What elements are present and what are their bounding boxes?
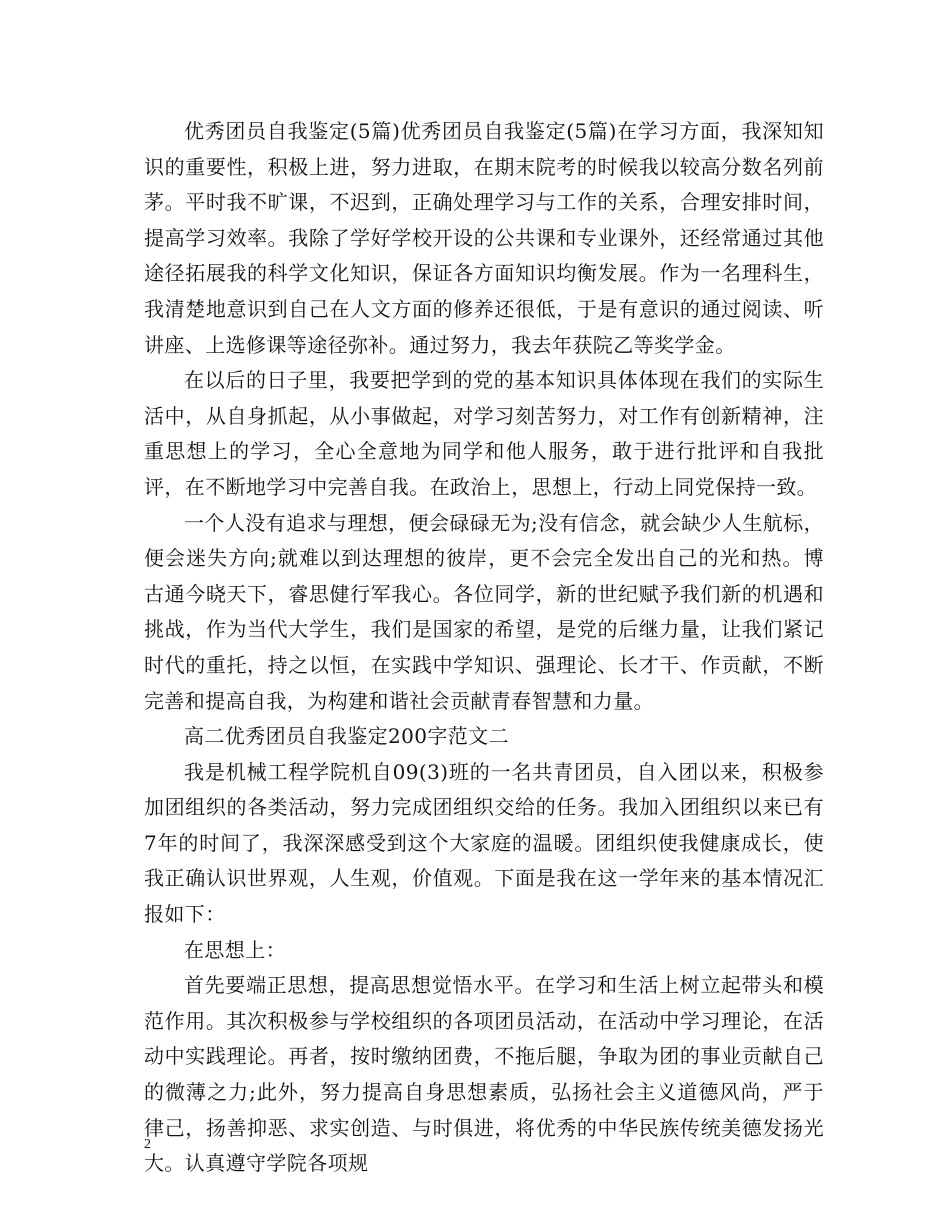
- paragraph-future-days: 在以后的日子里，我要把学到的党的基本知识具体体现在我们的实际生活中，从自身抓起，从小事做起，对学习刻苦努力，对工作有创新精神，注重思想上的学习，全心全意地为同学和他人服务，敢于进行批评和自我批评，在不断地学习中完善自我。在政治上，思想上，行动上同党保持一致。: [144, 368, 824, 499]
- document-body: [144, 114, 824, 1182]
- section-heading: 高二优秀团员自我鉴定200字范文二: [184, 724, 509, 749]
- subheading-ideology: 在思想上：: [184, 937, 286, 962]
- page-number: 2: [144, 1137, 151, 1152]
- paragraph-academic-study: 优秀团员自我鉴定(5篇)优秀团员自我鉴定(5篇)在学习方面，我深知知识的重要性，积极上进，努力进取，在期末院考的时候我以较高分数名列前茅。平时我不旷课，不迟到，正确处理学习与工作的关系，合理安排时间，提高学习效率。我除了学好学校开设的公共课和专业课外，还经常通过其他途径拓展我的科学文化知识，保证各方面知识均衡发展。作为一名理科生，我清楚地意识到自己在人文方面的修养还很低，于是有意识的通过阅读、听讲座、上选修课等途径弥补。通过努力，我去年获院乙等奖学金。: [144, 119, 824, 357]
- paragraph-ideals: 一个人没有追求与理想，便会碌碌无为;没有信念，就会缺少人生航标，便会迷失方向;就难以到达理想的彼岸，更不会完全发出自己的光和热。博古通今晓天下，睿思健行军我心。各位同学，新的世纪赋予我们新的机遇和挑战，作为当代大学生，我们是国家的希望，是党的后继力量，让我们紧记时代的重托，持之以恒，在实践中学知识、强理论、长才干、作贡献，不断完善和提高自我，为构建和谐社会贡献青春智慧和力量。: [144, 510, 824, 713]
- paragraph-introduction: 我是机械工程学院机自09(3)班的一名共青团员，自入团以来，积极参加团组织的各类活动，努力完成团组织交给的任务。我加入团组织以来已有7年的时间了，我深深感受到这个大家庭的温暖。团组织使我健康成长，使我正确认识世界观，人生观，价值观。下面是我在这一学年来的基本情况汇报如下：: [144, 759, 824, 927]
- paragraph-ideology: 首先要端正思想，提高思想觉悟水平。在学习和生活上树立起带头和模范作用。其次积极参与学校组织的各项团员活动，在活动中学习理论，在活动中实践理论。再者，按时缴纳团费，不拖后腿，争取为团的事业贡献自己的微薄之力;此外，努力提高自身思想素质，弘扬社会主义道德风尚，严于律己，扬善抑恶、求实创造、与时俱进，将优秀的中华民族传统美德发扬光大。认真遵守学院各项规: [144, 973, 824, 1176]
